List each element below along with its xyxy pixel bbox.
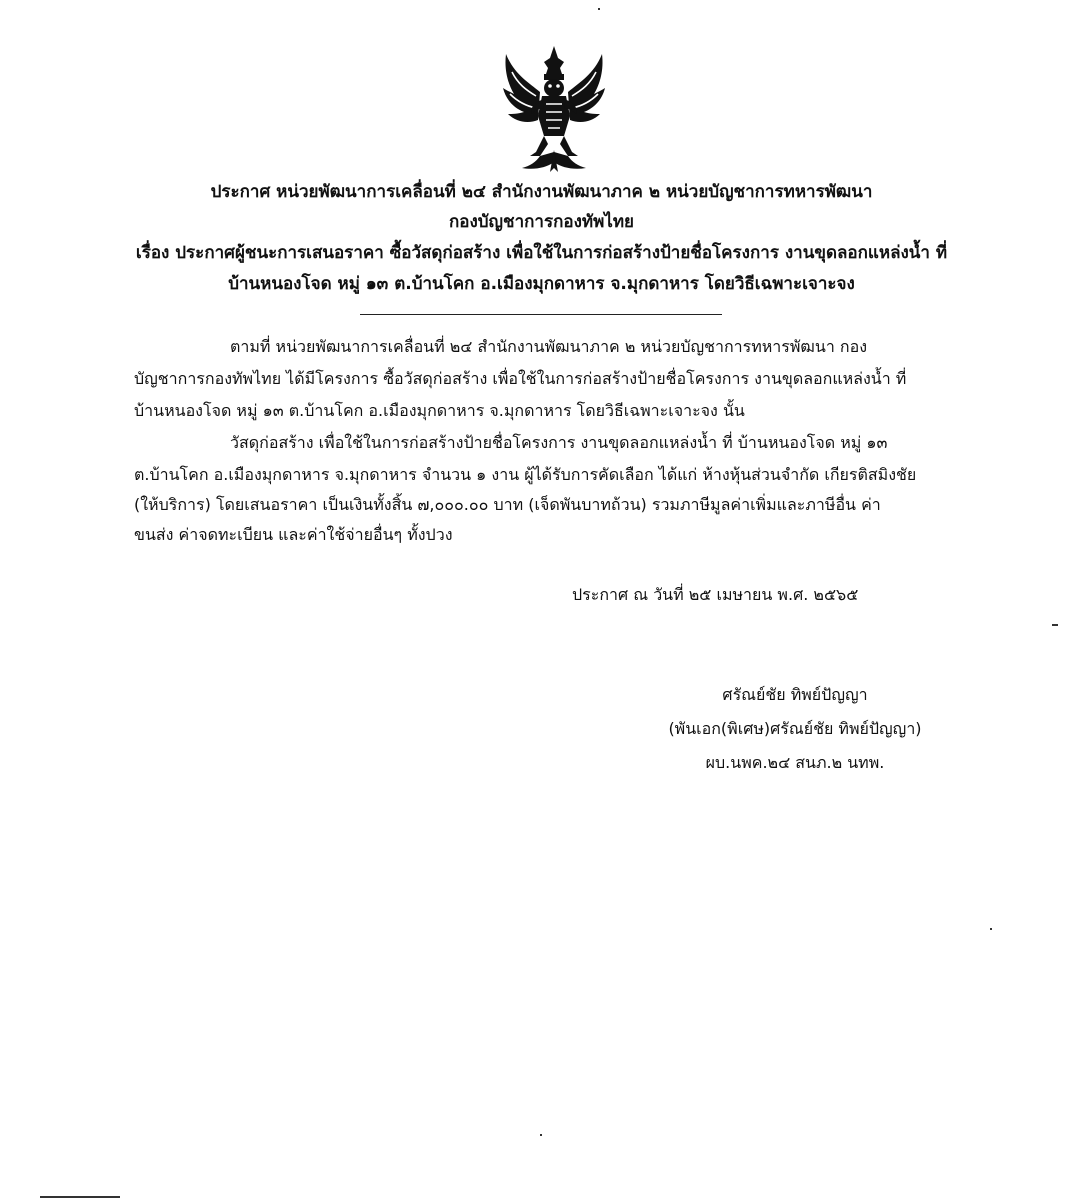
heading-divider xyxy=(360,314,722,315)
signed-name: ศรัณย์ชัย ทิพย์ปัญญา xyxy=(722,685,868,704)
body-p2-line-4: ขนส่ง ค่าจดทะเบียน และค่าใช้จ่ายอื่นๆ ทั้งปวง xyxy=(134,525,453,544)
body-p2-line-1: วัสดุก่อสร้าง เพื่อใช้ในการก่อสร้างป้ายชื่อโครงการ งานขุดลอกแหล่งน้ำ ที่ บ้านหนองโจด หมู่ ๑๓ xyxy=(230,433,888,452)
scan-speck xyxy=(598,8,600,10)
announcement-date: ประกาศ ณ วันที่ ๒๕ เมษายน พ.ศ. ๒๕๖๕ xyxy=(572,585,859,604)
signer-full-name: (พันเอก(พิเศษ)ศรัณย์ชัย ทิพย์ปัญญา) xyxy=(668,719,922,738)
scan-edge-mark xyxy=(40,1196,120,1198)
scan-speck xyxy=(990,928,992,930)
garuda-emblem xyxy=(500,44,608,174)
subject-line-1: เรื่อง ประกาศผู้ชนะการเสนอราคา ซื้อวัสดุก่อสร้าง เพื่อใช้ในการก่อสร้างป้ายชื่อโครงการ งานขุดลอกแหล่งน้ำ ที่ xyxy=(135,243,948,263)
heading-line-2: กองบัญชาการกองทัพไทย xyxy=(448,212,635,232)
body-p1-line-2: บัญชาการกองทัพไทย ได้มีโครงการ ซื้อวัสดุก่อสร้าง เพื่อใช้ในการก่อสร้างป้ายชื่อโครงการ งานขุดลอกแหล่งน้ำ ที่ xyxy=(134,369,907,388)
body-p2-line-2: ต.บ้านโคก อ.เมืองมุกดาหาร จ.มุกดาหาร จำนวน ๑ งาน ผู้ได้รับการคัดเลือก ได้แก่ ห้างหุ้นส่วนจำกัด เกียรติสมิงชัย xyxy=(134,465,917,484)
scan-speck xyxy=(1052,624,1058,626)
heading-line-1: ประกาศ หน่วยพัฒนาการเคลื่อนที่ ๒๔ สำนักงานพัฒนาภาค ๒ หน่วยบัญชาการทหารพัฒนา xyxy=(210,182,873,202)
body-p2-line-3: (ให้บริการ) โดยเสนอราคา เป็นเงินทั้งสิ้น ๗,๐๐๐.๐๐ บาท (เจ็ดพันบาทถ้วน) รวมภาษีมูลค่าเพิ่มและภาษีอื่น ค่า xyxy=(134,495,881,514)
subject-line-2: บ้านหนองโจด หมู่ ๑๓ ต.บ้านโคก อ.เมืองมุกดาหาร จ.มุกดาหาร โดยวิธีเฉพาะเจาะจง xyxy=(228,274,855,294)
body-p1-line-1: ตามที่ หน่วยพัฒนาการเคลื่อนที่ ๒๔ สำนักงานพัฒนาภาค ๒ หน่วยบัญชาการทหารพัฒนา กอง xyxy=(230,337,867,356)
scan-speck xyxy=(540,1134,542,1136)
body-p1-line-3: บ้านหนองโจด หมู่ ๑๓ ต.บ้านโคก อ.เมืองมุกดาหาร จ.มุกดาหาร โดยวิธีเฉพาะเจาะจง นั้น xyxy=(134,401,745,420)
signer-position: ผบ.นพค.๒๔ สนภ.๒ นทพ. xyxy=(705,753,885,772)
